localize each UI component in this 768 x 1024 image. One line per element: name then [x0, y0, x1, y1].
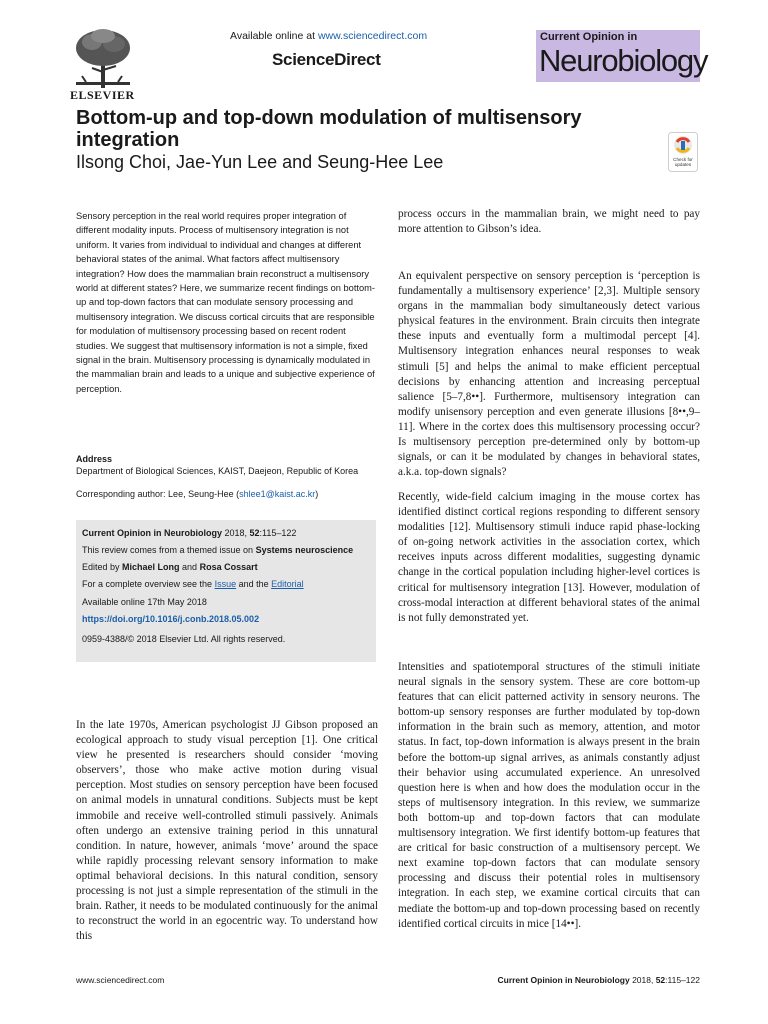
footer-citation [470, 975, 700, 985]
address-heading: Address [76, 454, 113, 464]
info-volume: 52 [249, 528, 260, 538]
info-copyright: 0959-4388/© 2018 Elsevier Ltd. All rights reserved. [82, 634, 286, 644]
article-authors: Ilsong Choi, Jae-Yun Lee and Seung-Hee Lee [76, 152, 444, 172]
footer-journal: Current Opinion in Neurobiology [497, 975, 630, 985]
info-pages: :115–122 [259, 528, 297, 538]
doi-link[interactable]: https://doi.org/10.1016/j.conb.2018.05.002 [82, 614, 260, 624]
footer-url[interactable]: www.sciencedirect.com [76, 975, 165, 985]
abstract-text: Sensory perception in the real world requires proper integration of different modality inputs. Process of multisensory integration is not uniform. It varies from individual to individual and changes at different behavioral states of the animal. What factors affect multisensory integration? How does the mammalian brain reconstruct a multisensory world at different states? Here, we summarize recent findings on bottom-up and top-down factors that can modulate sensory processing and multisensory integration. We discuss cortical circuits that are responsible for modulation of multisensory processing based on recent rodent studies. We suggest that multisensory information is not a simple, fixed signal in the brain. Multisensory processing is dynamically modulated in the mammalian brain and leads to a unique and subjective experience of perception. [76, 211, 376, 394]
body-left-column [76, 718, 378, 944]
body-paragraph: process occurs in the mammalian brain, we might need to pay more attention to Gibson’s idea. [398, 208, 700, 236]
journal-banner-top: Current Opinion in [540, 31, 638, 43]
svg-text:updates: updates [674, 162, 692, 167]
info-overview-and: and the [236, 579, 272, 589]
author-email-link[interactable]: shlee1@kaist.ac.kr [239, 489, 316, 499]
info-theme-prefix: This review comes from a themed issue on [82, 545, 256, 555]
info-overview-prefix: For a complete overview see the [82, 579, 215, 589]
issue-link[interactable]: Issue [214, 579, 237, 589]
svg-text:Check for: Check for [673, 157, 693, 162]
sciencedirect-link[interactable]: www.sciencedirect.com [317, 30, 428, 42]
body-paragraph: Recently, wide-field calcium imaging in the mouse cortex has identified distinct cortical regions responding to different sensory modalities [12]. Multisensory stimuli induce rapid phase-locking of on-going network activities in the association cortex, which receives inputs across different modalities, suggesting dynamic change in the cortical population including higher-level cortices is critical for multisensory integration [13]. However, modulation of cross-modal interaction at different behavioral states of the animal is not fully demonstrated yet. [398, 491, 700, 624]
page-header [0, 0, 768, 110]
info-available-online: Available online 17th May 2018 [82, 597, 207, 607]
info-theme: Systems neuroscience [255, 545, 354, 555]
body-right-paragraph [398, 490, 700, 626]
info-overview-line [82, 579, 304, 589]
journal-banner[interactable] [536, 30, 708, 82]
corresponding-author [76, 489, 318, 499]
footer-pages: :115–122 [665, 975, 700, 985]
available-prefix: Available online at [230, 30, 318, 42]
publisher-name: ELSEVIER [70, 88, 135, 102]
info-journal-citation [82, 528, 296, 538]
body-right-paragraph [398, 207, 700, 237]
body-paragraph: An equivalent perspective on sensory perception is ‘perception is fundamentally a multisensory experience’ [2,3]. Multiple sensory organs in the mammalian body simultaneously detect various physical features in the environment. Brain circuits then integrate these inputs and eventually form a multimodal percept [4]. Multisensory integration enhances neural responses to weak stimuli [5] and helps the animal to make efficient perceptual decisions by enhancing attention and increasing perceptual salience [5–7,8••]. Furthermore, multisensory integration can modify unisensory perception and even generate illusions [8••,9–11]. Where in the cortex does this multisensory processing occur? Is multisensory perception pre-determined only by bottom-up signals, or can it be modulated by changes in behavioral states, a.k.a. top-down signals? [398, 270, 700, 479]
elsevier-tree-logo-icon [72, 26, 134, 90]
editorial-link[interactable]: Editorial [271, 579, 304, 589]
corresponding-suffix: ) [315, 489, 319, 499]
info-theme-line [82, 545, 353, 555]
info-editor-2: Rosa Cossart [199, 562, 258, 572]
body-paragraph: In the late 1970s, American psychologist JJ Gibson proposed an ecological approach to study visual perception [1]. One critical view he presented is researchers should consider ‘moving observers’, those who make active motion during visual perception. Most studies on sensory perception have been focused on animal models in unnatural conditions. Subjects must be kept immobile and receive well-controlled stimuli passively. Animals often undergo an extensive training period in this unnatural condition. In nature, however, animals ‘move’ around the space while rapidly processing relevant sensory information to make optimal behavioral decisions. In this natural condition, sensory processing is not just a simple representation of the stimuli in the brain. Rather, it needs to be modulated continuously for the animal to reconstruct the world in an egocentric way. To understand how this [76, 719, 378, 943]
address-text: Department of Biological Sciences, KAIST, Daejeon, Republic of Korea [76, 466, 359, 476]
article-info-box [76, 520, 376, 662]
info-edited-prefix: Edited by [82, 562, 123, 572]
info-journal-year: 2018, [222, 528, 250, 538]
info-editors-line [82, 562, 258, 572]
info-editor-1: Michael Long [122, 562, 180, 572]
article-title: Bottom-up and top-down modulation of multisensory integration [76, 107, 582, 151]
body-paragraph: Intensities and spatiotemporal structures of the stimuli initiate neural signals in the sensory system. These are core bottom-up features that can elicit patterned activity in sensory neurons. The bottom-up sensory responses are further modulated by top-down information in the brain such as memory, attention, and motor status. In fact, top-down information is always present in the brain before the bottom-up signal arrives, as animals constantly adjust their behavior using accumulated experience. An unresolved question here is when and how does the modulation occur in the steps of multisensory integration. In this review, we summarize both bottom-up and top-down factors that can modulate multisensory integration. We first identify bottom-up features that are critical for basic construction of a multisensory percept. We next examine top-down factors that can modulate sensory processing and discuss their potential roles in multisensory integration. In each step, we examine cortical circuits that can mediate the bottom-up and top-down processing based on recently identified cortical circuits in mice [14••]. [398, 661, 700, 930]
body-right-paragraph [398, 660, 700, 932]
available-online-line [230, 30, 427, 42]
corresponding-prefix: Corresponding author: Lee, Seung-Hee ( [76, 489, 240, 499]
footer-volume: 52 [655, 975, 666, 985]
body-right-paragraph [398, 269, 700, 480]
check-for-updates-icon[interactable] [668, 132, 698, 172]
info-edited-and: and [179, 562, 200, 572]
footer-year: 2018, [629, 975, 656, 985]
journal-banner-name: Neurobiology [539, 43, 708, 78]
sciencedirect-brand[interactable]: ScienceDirect [272, 50, 381, 69]
info-journal-name: Current Opinion in Neurobiology [82, 528, 222, 538]
